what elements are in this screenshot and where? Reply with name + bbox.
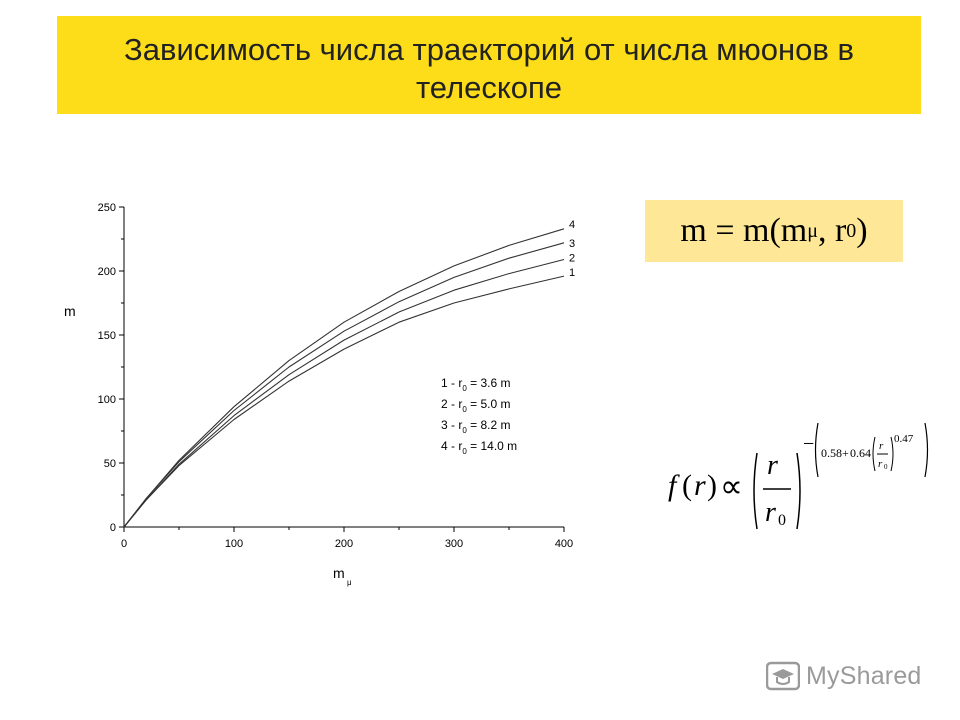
formula-sub-0: 0 [846,219,857,242]
ff-minus: − [803,433,815,455]
title-banner [57,16,921,114]
series-end-label-1: 1 [569,267,576,280]
x-axis-label-sub: μ [347,578,352,587]
y-axis-label: m [64,303,76,319]
ff-den-r: r [765,497,776,528]
ff-num-r: r [767,450,778,481]
legend-entry-1: $1 - r_0 = 3.6$ m [441,376,511,393]
y-tick-label: 50 [103,458,116,470]
legend-entry-3: $3 - r_0 = 8.2$ m [441,418,511,435]
x-axis-label: m [333,565,345,581]
x-tick-label: 400 [554,538,574,550]
ff-r: r [694,469,706,502]
x-tick-label: 300 [444,538,464,550]
ff-c2: 0.64 [850,446,871,460]
x-tick-label: 200 [334,538,354,550]
ff-den-sub0: 0 [778,512,786,529]
ff-inner-right-paren [891,437,893,471]
formula-lhs: m = m(m [680,212,808,249]
ff-c1: 0.58 [821,446,842,460]
legend-entry-4: $4 - r_0 = 14.0$ m [441,439,518,456]
distribution-formula [660,415,940,535]
y-tick-label: 0 [109,522,116,534]
function-formula [645,200,903,262]
myshared-logo [766,656,922,696]
series-line-2 [124,260,564,528]
y-tick-label: 200 [97,266,116,278]
y-tick-label: 150 [97,330,116,342]
series-end-label-2: 2 [569,252,576,265]
ff-exp-left-paren [816,423,819,477]
ff-exp-right-paren [925,423,928,477]
formula-close: ) [856,212,868,249]
ff-left-paren [754,453,757,529]
x-tick-label: 100 [224,538,244,550]
ff-inner-left-paren [873,437,875,471]
mortarboard-icon [766,661,800,691]
trajectory-chart [55,190,585,600]
ff-inner-sub0: 0 [884,463,888,471]
ff-open-paren: ( [682,469,692,502]
formula-sep: , r [817,212,847,249]
series-end-label-4: 4 [569,218,576,231]
ff-plus: + [842,446,849,460]
formula-sub-mu: μ [807,219,818,242]
slide-title: Зависимость числа траекторий от числа мюонов в телескопе [124,32,854,105]
ff-proportional: ∝ [720,468,743,504]
x-tick-label: 0 [120,538,128,550]
ff-f: f [668,469,677,502]
ff-inner-den-r: r [878,458,883,470]
ff-right-paren [797,453,800,529]
ff-exp-inner: 0.47 [894,433,914,445]
ff-inner-num-r: r [879,440,884,452]
y-tick-label: 100 [97,394,116,406]
logo-text: MyShared [806,661,922,690]
series-end-label-3: 3 [569,237,576,250]
legend-entry-2: $2 - r_0 = 5.0$ m [441,397,511,414]
ff-close-paren: ) [707,469,717,502]
y-tick-label: 250 [97,202,116,214]
